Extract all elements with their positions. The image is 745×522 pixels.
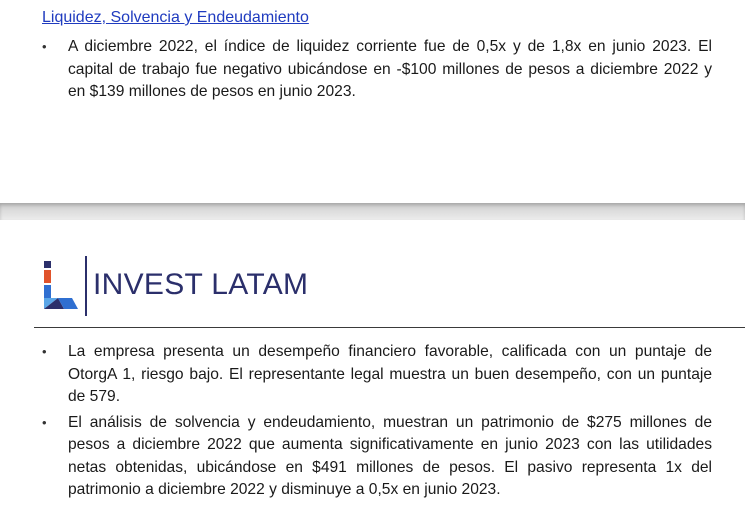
bullet-icon: • xyxy=(42,414,47,430)
logo-bar-orange xyxy=(44,270,51,283)
liquidity-bullet-list xyxy=(42,36,712,104)
invest-latam-logo-icon xyxy=(42,259,82,311)
summary-bullet-list xyxy=(42,341,712,502)
bullet-text: La empresa presenta un desempeño financiero favorable, calificada con un puntaje de OtorgA 1, riesgo bajo. El representante legal muestra un buen desempeño, con un puntaje de 579. xyxy=(68,343,712,405)
bullet-icon: • xyxy=(42,344,47,359)
logo-bar-blue xyxy=(44,285,51,298)
page-top-section xyxy=(0,0,745,203)
section-heading-link[interactable]: Liquidez, Solvencia y Endeudamiento xyxy=(42,9,309,26)
brand-name: INVEST LATAM xyxy=(93,268,309,301)
list-item xyxy=(42,412,712,502)
header-underline xyxy=(34,327,745,328)
logo-bar-navy xyxy=(44,261,51,268)
bullet-icon: • xyxy=(42,39,47,54)
list-item xyxy=(42,341,712,409)
list-item xyxy=(42,36,712,104)
page-break-divider xyxy=(0,203,745,220)
logo-divider-line xyxy=(85,256,87,316)
bullet-text: El análisis de solvencia y endeudamiento, muestran un patrimonio de $275 millones de pesos a diciembre 2022 que aumenta significativamente en junio 2023 con las utilidades netas obtenidas, ubicándose en $491 millones de pesos. El pasivo representa 1x del patrimonio a diciembre 2022 y disminuye a 0,5x en junio 2023. xyxy=(68,413,712,498)
bullet-text: A diciembre 2022, el índice de liquidez corriente fue de 0,5x y de 1,8x en junio 2023. El capital de trabajo fue negativo ubicándose en -$100 millones de pesos a diciembre 2022 y en $139 millones de pesos en junio 2023. xyxy=(68,38,712,100)
